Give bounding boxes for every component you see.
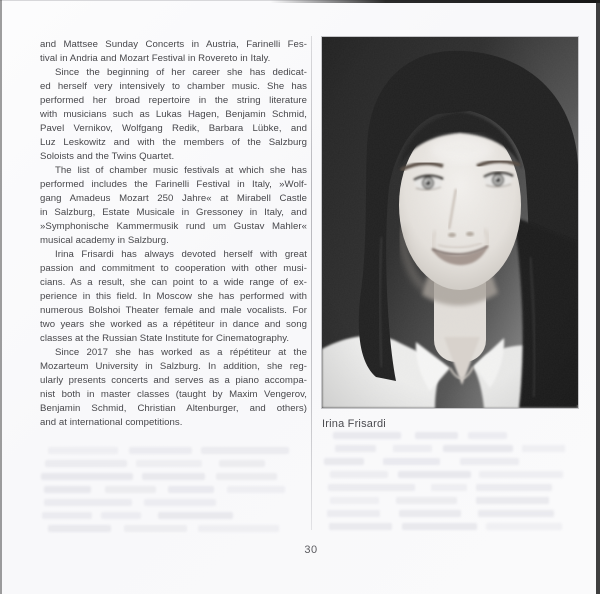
- fold-crease-line: [311, 36, 312, 530]
- ghost-text-row: [40, 523, 305, 536]
- text-line: gang Amadeus Mozart 250 Jahre« at Mirabell Castle: [40, 193, 307, 204]
- ghost-text-row: [322, 443, 576, 456]
- text-line: ularly presents concerts and serves as a piano accompa-: [40, 375, 307, 386]
- ghost-text-row: [322, 521, 576, 534]
- ghost-text-row: [322, 456, 576, 469]
- ghost-text-row: [322, 482, 576, 495]
- text-line: ed herself very intensively to chamber music. She has: [40, 81, 307, 92]
- body-text-column: [40, 38, 307, 430]
- ghost-text-row: [40, 471, 305, 484]
- text-line: with musicians such as Lukas Hagen, Benjamin Schmid,: [40, 109, 307, 120]
- text-line: »Symphonische Kammermusik rund um Gustav Mahler«: [40, 221, 307, 232]
- ghost-text-row: [40, 484, 305, 497]
- text-line: and at international competitions.: [40, 417, 183, 428]
- ghost-text-row: [40, 510, 305, 523]
- text-line: Pavel Vernikov, Wolfgang Redik, Barbara Lübke, and: [40, 123, 307, 134]
- text-line: Since 2017 she has worked as a répétiteur at the: [55, 347, 307, 358]
- text-line: cians. As a result, she can point to a wide range of ex-: [40, 277, 307, 288]
- text-line: in Salzburg, Estate Musicale in Gressoney in Italy, and: [40, 207, 307, 218]
- woman-portrait-illustration: [322, 37, 578, 408]
- page-number: 30: [304, 544, 318, 556]
- scan-edge-left-shadow: [0, 0, 2, 594]
- text-line: two years she worked as a répétiteur in dance and song: [40, 319, 307, 330]
- text-line: perience in this field. In Moscow she has performed with: [40, 291, 307, 302]
- text-line: The list of chamber music festivals at which she has: [55, 165, 307, 176]
- text-line: classes at the Russian State Institute for Cinematography.: [40, 333, 290, 344]
- ghost-text-row: [40, 497, 305, 510]
- ghost-text-row: [322, 508, 576, 521]
- text-line: Luz Leskowitz and with the members of the Salzburg: [40, 137, 307, 148]
- scan-edge-top-shadow: [270, 0, 600, 3]
- text-line: Mozarteum University in Salzburg. In addition, she reg-: [40, 361, 307, 372]
- portrait-photo: [321, 36, 579, 409]
- ghost-bleedthrough-right: [322, 430, 576, 534]
- ghost-text-row: [40, 458, 305, 471]
- ghost-text-row: [322, 430, 576, 443]
- text-line: performed includes the Farinelli Festival in Italy, »Wolf-: [40, 179, 307, 190]
- text-line: Soloists and the Twins Quartet.: [40, 151, 175, 162]
- ghost-text-row: [322, 469, 576, 482]
- text-line: nist both in master classes (taught by Maxim Vengerov,: [40, 389, 307, 400]
- ghost-bleedthrough-left: [40, 445, 305, 536]
- text-line: Benjamin Schmid, Christian Altenburger, and others): [40, 403, 307, 414]
- photo-caption: Irina Frisardi: [322, 418, 386, 430]
- text-line: tival in Andria and Mozart Festival in Rovereto in Italy.: [40, 53, 271, 64]
- text-line: numerous Bolshoi Theater female and male vocalists. For: [40, 305, 307, 316]
- ghost-text-row: [322, 495, 576, 508]
- scan-edge-right-shadow: [596, 0, 600, 594]
- text-line: Since the beginning of her career she has dedicat-: [55, 67, 307, 78]
- ghost-text-row: [40, 445, 305, 458]
- text-line: passion and commitment to cooperation with other musi-: [40, 263, 307, 274]
- text-line: musical academy in Salzburg.: [40, 235, 169, 246]
- text-line: and Mattsee Sunday Concerts in Austria, Farinelli Fes-: [40, 39, 307, 50]
- text-line: performed her broad repertoire in the string literature: [40, 95, 307, 106]
- text-line: Irina Frisardi has always devoted herself with great: [55, 249, 307, 260]
